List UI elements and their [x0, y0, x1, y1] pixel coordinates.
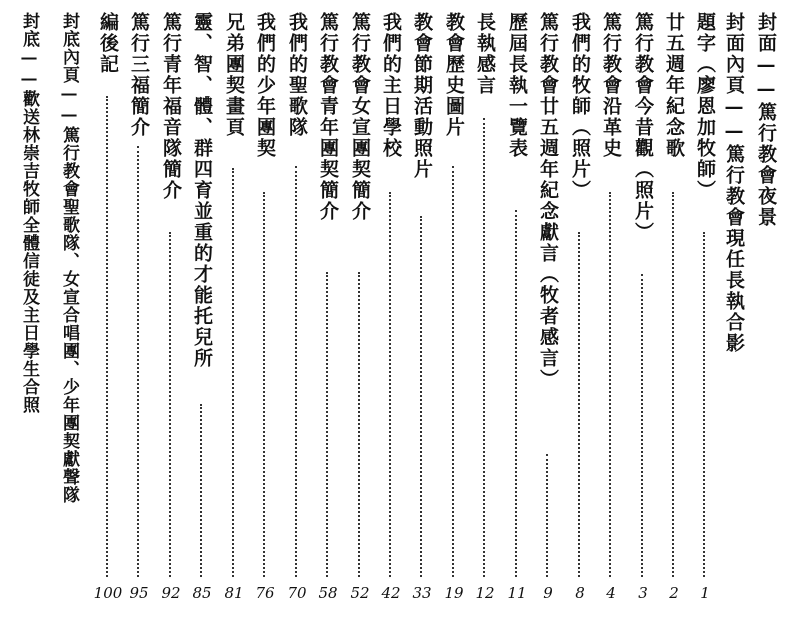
toc-entry-page: 2: [669, 584, 679, 602]
toc-entry: [251, 12, 279, 612]
toc-entry: [629, 12, 657, 612]
toc-entry-page: 85: [192, 584, 212, 602]
toc-entry: [125, 12, 153, 612]
toc-entry-title: 封面——篤行教會夜景: [755, 12, 777, 228]
toc-entry-page: 4: [606, 584, 616, 602]
dot-leader: [452, 166, 454, 577]
toc-entry-title: 我們的少年團契: [254, 12, 276, 159]
toc-entry-page: 95: [129, 584, 149, 602]
toc-entry: [691, 12, 719, 612]
toc-entry-title: 題字（廖恩加牧師）: [694, 12, 716, 201]
toc-entry-page: 52: [350, 584, 370, 602]
toc-entry-cover: [752, 12, 780, 612]
dot-leader: [137, 146, 139, 577]
toc-entry: [314, 12, 342, 612]
toc-entry: [283, 12, 311, 612]
toc-entry-page: 8: [575, 584, 585, 602]
toc-entry-title: 教會節期活動照片: [411, 12, 433, 180]
toc-entry-cover-inner: [720, 12, 748, 612]
toc-entry: [94, 12, 122, 612]
toc-entry-page: 70: [287, 584, 307, 602]
toc-entry-page: 81: [224, 584, 244, 602]
dot-leader: [169, 232, 171, 577]
dot-leader: [483, 118, 485, 577]
toc-entry-title: 我們的牧師（照片）: [569, 12, 591, 201]
toc-entry-title: 長執感言: [474, 12, 496, 96]
dot-leader: [200, 404, 202, 577]
dot-leader: [106, 96, 108, 577]
toc-entry: [440, 12, 468, 612]
toc-entry-page: 58: [318, 584, 338, 602]
toc-entry-title: 篤行教會廿五週年紀念獻言（牧者感言）: [537, 12, 559, 390]
toc-entry: [471, 12, 499, 612]
toc-entry-title: 篤行教會沿革史: [600, 12, 622, 159]
dot-leader: [326, 272, 328, 577]
toc-entry: [220, 12, 248, 612]
toc-entry-back-cover-inner: [53, 12, 81, 612]
dot-leader: [358, 272, 360, 577]
toc-entry-title: 廿五週年紀念歌: [663, 12, 685, 159]
toc-entry: [660, 12, 688, 612]
toc-entry-page: 9: [543, 584, 553, 602]
toc-entry: [377, 12, 405, 612]
toc-entry-title: 教會歷史圖片: [443, 12, 465, 138]
toc-entry-page: 12: [475, 584, 495, 602]
toc-entry-page: 42: [381, 584, 401, 602]
dot-leader: [546, 454, 548, 577]
toc-entry: [157, 12, 185, 612]
toc-entry: [503, 12, 531, 612]
toc-entry-title: 我們的聖歌隊: [286, 12, 308, 138]
dot-leader: [641, 274, 643, 577]
toc-entry: [346, 12, 374, 612]
toc-entry-title: 篤行教會青年團契簡介: [317, 12, 339, 222]
dot-leader: [295, 166, 297, 577]
toc-entry-title: 封底內頁——篤行教會聖歌隊、女宣合唱團、少年團契獻聲隊: [59, 12, 79, 504]
toc-entry: [597, 12, 625, 612]
toc-entry-title: 編後記: [97, 12, 119, 75]
dot-leader: [389, 192, 391, 577]
dot-leader: [420, 216, 422, 577]
dot-leader: [515, 210, 517, 577]
toc-entry-title: 歷屆長執一覽表: [506, 12, 528, 159]
dot-leader: [578, 232, 580, 577]
toc-entry-title: 篤行青年福音隊簡介: [160, 12, 182, 201]
toc-entry-title: 靈、智、體、群四育並重的才能托兒所: [191, 12, 213, 369]
toc-entry-page: 11: [507, 584, 527, 602]
toc-entry: [534, 12, 562, 612]
toc-entry-page: 3: [638, 584, 648, 602]
toc-entry-title: 篤行教會女宣團契簡介: [349, 12, 371, 222]
toc-entry-title: 兄弟團契畫頁: [223, 12, 245, 138]
dot-leader: [609, 192, 611, 577]
toc-entry-page: 76: [255, 584, 275, 602]
toc-entry-page: 19: [444, 584, 464, 602]
toc-entry-title: 篤行教會今昔觀（照片）: [632, 12, 654, 243]
toc-entry-title: 封面內頁——篤行教會現任長執合影: [723, 12, 745, 354]
toc-entry-title: 封底——歡送林崇吉牧師全體信徒及主日學生合照: [19, 12, 39, 414]
toc-entry: [408, 12, 436, 612]
dot-leader: [672, 192, 674, 577]
toc-entry: [566, 12, 594, 612]
toc-entry-page: 92: [161, 584, 181, 602]
toc-entry-back-cover: [13, 12, 41, 612]
toc-entry-page: 1: [700, 584, 710, 602]
toc-entry-title: 我們的主日學校: [380, 12, 402, 159]
toc-entry-page: 100: [93, 584, 123, 602]
toc-entry: [188, 12, 216, 612]
dot-leader: [232, 168, 234, 577]
toc-entry-title: 篤行三福簡介: [128, 12, 150, 138]
dot-leader: [703, 232, 705, 577]
dot-leader: [263, 192, 265, 577]
toc-entry-page: 33: [412, 584, 432, 602]
